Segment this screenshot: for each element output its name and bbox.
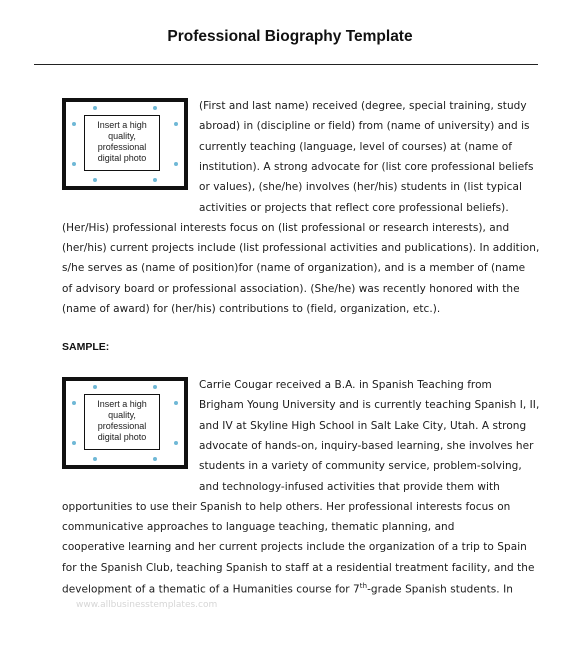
photo-placeholder-1 (62, 98, 188, 190)
template-line: (name of award) for (her/his) contributions to (field, organization, etc.). (62, 303, 441, 315)
corner-dot (93, 106, 97, 110)
template-line: or values), (she/he) involves (her/his) students in (list typical (199, 181, 522, 194)
photo-text-box (84, 394, 160, 450)
sample-line: advocate of hands-on, inquiry-based learning, she involves her (199, 439, 534, 452)
sample-line: Carrie Cougar received a B.A. in Spanish Teaching from (199, 379, 492, 391)
template-line: (her/his) current projects include (list professional activities and publications). In addition, (62, 242, 540, 255)
corner-dot (72, 162, 76, 166)
sample-line: cooperative learning and her current projects include the organization of a trip to Spain (62, 541, 527, 554)
sample-line: communicative approaches to language teaching, thematic planning, and (62, 521, 455, 534)
photo-placeholder-2 (62, 377, 188, 469)
sample-heading: SAMPLE: (62, 341, 110, 353)
corner-dot (153, 178, 157, 182)
sample-line: and IV at Skyline High School in Salt Lake City, Utah. A strong (199, 419, 527, 432)
corner-dot (72, 401, 76, 405)
sample-line: and technology-infused activities that provide them with (199, 480, 500, 493)
corner-dot (153, 106, 157, 110)
watermark: www.allbusinesstemplates.com (76, 600, 218, 610)
template-line: currently teaching (language, level of courses) at (name of (199, 140, 512, 153)
photo-placeholder-text: Insert a high quality, professional digital photo (97, 399, 147, 442)
corner-dot (72, 441, 76, 445)
sample-line: development of a thematic of a Humanities course for 7th-grade Spanish students. In (62, 582, 513, 596)
corner-dot (174, 122, 178, 126)
sample-line: students in a variety of community service, problem-solving, (199, 460, 522, 473)
corner-dot (174, 401, 178, 405)
corner-dot (93, 457, 97, 461)
corner-dot (72, 122, 76, 126)
sample-line: for the Spanish Club, teaching Spanish to staff at a residential treatment facility, and the (62, 561, 535, 574)
corner-dot (153, 457, 157, 461)
template-line: (Her/His) professional interests focus on (list professional or research interests), and (62, 221, 510, 234)
template-line: abroad) in (discipline or field) from (name of university) and is (199, 120, 530, 133)
photo-text-box (84, 115, 160, 171)
template-line: s/he serves as (name of position)for (name of organization), and is a member of (name (62, 262, 526, 275)
corner-dot (153, 385, 157, 389)
template-line: (First and last name) received (degree, special training, study (199, 100, 527, 112)
sample-line: opportunities to use their Spanish to help others. Her professional interests focus on (62, 500, 511, 513)
photo-placeholder-text: Insert a high quality, professional digital photo (97, 120, 147, 163)
sample-line: Brigham Young University and is currently teaching Spanish I, II, (199, 399, 540, 412)
title-divider (34, 64, 538, 65)
corner-dot (93, 385, 97, 389)
template-line: institution). A strong advocate for (list core professional beliefs (199, 160, 534, 173)
template-line: activities or projects that reflect core professional beliefs). (199, 201, 509, 214)
template-line: of advisory board or professional association). (She/he) was recently honored with the (62, 282, 520, 295)
document-title: Professional Biography Template (167, 28, 413, 45)
corner-dot (174, 441, 178, 445)
corner-dot (174, 162, 178, 166)
corner-dot (93, 178, 97, 182)
